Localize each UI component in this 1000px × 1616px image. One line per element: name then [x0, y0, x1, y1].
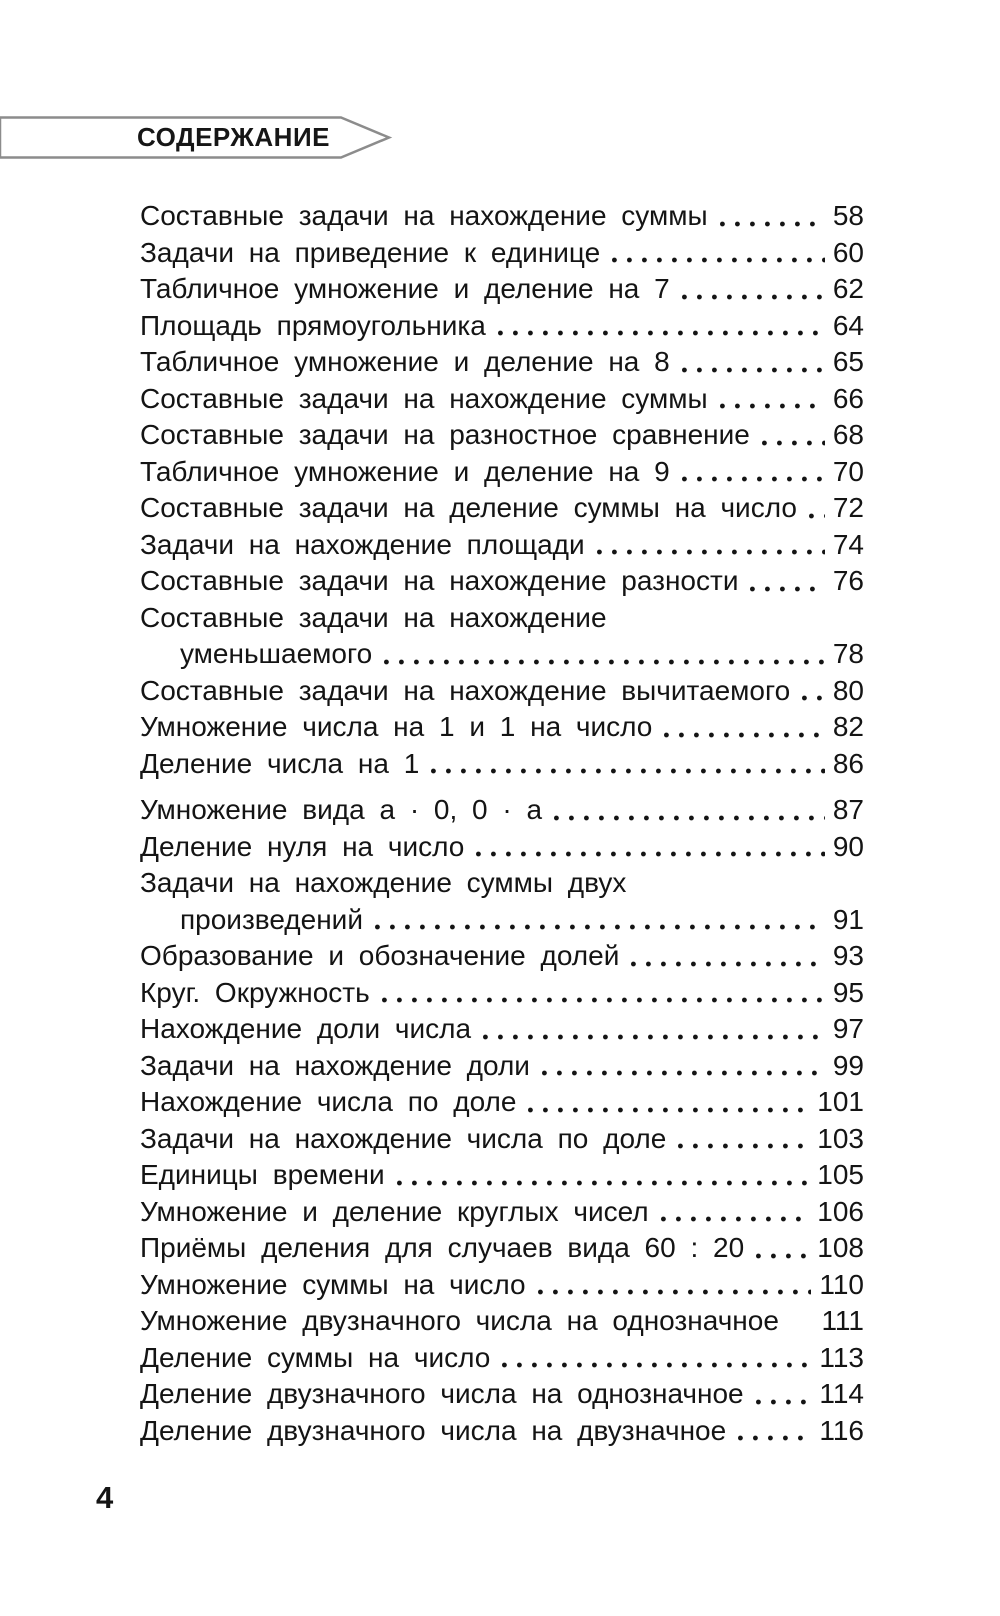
toc-dot-leader — [750, 586, 824, 592]
toc-dot-leader — [542, 1070, 825, 1076]
toc-entry-title: Нахождение доли числа — [140, 1013, 472, 1044]
toc-entry — [140, 1084, 864, 1121]
toc-entry — [140, 308, 864, 345]
toc-entry — [140, 1011, 864, 1048]
toc-entry — [140, 1048, 864, 1085]
toc-entry — [140, 344, 864, 381]
toc-dot-leader — [682, 476, 825, 482]
toc-dot-leader — [382, 997, 825, 1003]
toc-entry-title: Составные задачи на нахождение вычитаемого — [140, 674, 791, 706]
toc-dot-leader — [762, 440, 825, 446]
toc-entry-title: Задачи на приведение к единице — [140, 236, 601, 268]
toc-entry-title: Составные задачи на разностное сравнение — [140, 419, 750, 450]
toc-entry-title: Деление нуля на число — [140, 830, 465, 862]
toc-entry — [140, 1194, 864, 1231]
toc-entry — [140, 1230, 864, 1267]
toc-entry-title: Площадь прямоугольника — [140, 309, 486, 341]
toc-entry-page: 76 — [832, 565, 864, 596]
toc-dot-leader — [384, 659, 825, 665]
page-title: СОДЕРЖАНИЕ — [137, 122, 330, 152]
toc-entry-page: 66 — [832, 382, 864, 414]
toc-dot-leader — [809, 513, 825, 519]
toc-entry-title: Задачи на нахождение суммы двух — [140, 867, 627, 898]
toc-entry — [140, 792, 864, 829]
toc-entry-page: 106 — [817, 1195, 864, 1227]
page-number: 4 — [96, 1480, 114, 1515]
toc-dot-leader — [476, 851, 824, 857]
toc-entry-title: Деление двузначного числа на однозначное — [140, 1378, 744, 1409]
toc-entry-title: Умножение суммы на число — [140, 1268, 526, 1300]
toc-dot-leader — [498, 330, 825, 336]
toc-dot-leader — [738, 1435, 811, 1441]
toc-entry-title: Составные задачи на деление суммы на число — [140, 492, 797, 523]
toc-entry — [140, 454, 864, 491]
toc-entry-title: Табличное умножение и деление на 7 — [140, 273, 670, 304]
toc-entry-page: 110 — [819, 1268, 864, 1300]
toc-dot-leader — [661, 1216, 810, 1222]
toc-entry-title: Деление суммы на число — [140, 1341, 491, 1373]
toc-entry-page: 65 — [832, 346, 864, 377]
toc-dot-leader — [720, 403, 825, 409]
toc-entry — [140, 381, 864, 418]
toc-entry — [140, 1157, 864, 1194]
toc-entry — [140, 1413, 864, 1450]
toc-entry — [140, 1267, 864, 1304]
toc-entry-page: 82 — [832, 711, 864, 742]
toc-entry-title: Составные задачи на нахождение суммы — [140, 200, 708, 231]
toc-entry-continuation — [140, 636, 864, 673]
toc-entry-page: 103 — [817, 1122, 864, 1154]
toc-entry-page: 108 — [817, 1232, 864, 1263]
toc-entry-title: Задачи на нахождение доли — [140, 1049, 530, 1081]
toc-entry-title: Умножение и деление круглых чисел — [140, 1195, 649, 1227]
toc-entry-title: Задачи на нахождение числа по доле — [140, 1122, 667, 1154]
toc-entry-page: 101 — [817, 1086, 864, 1117]
toc-entry-title: Единицы времени — [140, 1159, 385, 1190]
toc-dot-leader — [631, 961, 825, 967]
toc-entry — [140, 417, 864, 454]
toc-entry-page: 86 — [832, 747, 864, 779]
toc-entry — [140, 829, 864, 866]
toc-entry-page: 60 — [832, 236, 864, 268]
toc-entry-title: Деление числа на 1 — [140, 747, 420, 779]
contents-banner — [0, 115, 394, 160]
toc-entry-title: Составные задачи на нахождение суммы — [140, 382, 708, 414]
toc-dot-leader — [538, 1289, 812, 1295]
toc-dot-leader — [375, 924, 825, 930]
toc-dot-leader — [431, 768, 825, 774]
toc-entry — [140, 1376, 864, 1413]
toc-entry-page: 113 — [819, 1341, 864, 1373]
toc-entry-title: Умножение числа на 1 и 1 на число — [140, 711, 653, 742]
toc-entry-page: 95 — [832, 976, 864, 1008]
toc-entry-title: Круг. Окружность — [140, 976, 370, 1008]
toc-dot-leader — [756, 1399, 812, 1405]
toc-entry — [140, 709, 864, 746]
toc-entry — [140, 1340, 864, 1377]
toc-dot-leader — [756, 1253, 809, 1259]
toc-list — [140, 198, 864, 1449]
toc-dot-leader — [678, 1143, 809, 1149]
toc-dot-leader — [791, 1326, 814, 1332]
toc-dot-leader — [483, 1034, 825, 1040]
toc-entry-page: 72 — [832, 492, 864, 523]
toc-entry-title: Нахождение числа по доле — [140, 1086, 517, 1117]
toc-dot-leader — [554, 815, 825, 821]
toc-entry-title: произведений — [180, 903, 363, 935]
toc-entry-page: 74 — [832, 528, 864, 560]
toc-entry — [140, 673, 864, 710]
toc-entry-title: Умножение вида а · 0, 0 · а — [140, 794, 543, 825]
toc-entry — [140, 600, 864, 637]
toc-dot-leader — [397, 1180, 810, 1186]
toc-entry-page: 111 — [821, 1305, 864, 1336]
toc-entry — [140, 563, 864, 600]
toc-entry-page: 68 — [832, 419, 864, 450]
toc-entry-page: 64 — [832, 309, 864, 341]
toc-entry-page: 70 — [832, 455, 864, 487]
toc-entry-page: 97 — [832, 1013, 864, 1044]
toc-entry — [140, 271, 864, 308]
toc-entry-page: 91 — [832, 903, 864, 935]
toc-entry-page: 78 — [832, 638, 864, 669]
toc-entry — [140, 527, 864, 564]
toc-entry-continuation — [140, 902, 864, 939]
toc-entry-page: 114 — [819, 1378, 864, 1409]
toc-dot-leader — [682, 367, 825, 373]
toc-entry-title: Составные задачи на нахождение — [140, 601, 607, 633]
toc-entry — [140, 235, 864, 272]
toc-entry-page: 99 — [832, 1049, 864, 1081]
toc-entry — [140, 746, 864, 783]
toc-entry-page: 62 — [832, 273, 864, 304]
toc-entry-title: Задачи на нахождение площади — [140, 528, 585, 560]
toc-entry-title: Образование и обозначение долей — [140, 940, 620, 971]
toc-dot-leader — [612, 257, 825, 263]
toc-entry — [140, 865, 864, 902]
toc-entry-page: 87 — [832, 794, 864, 825]
toc-entry — [140, 1121, 864, 1158]
toc-entry — [140, 975, 864, 1012]
toc-dot-leader — [682, 294, 825, 300]
toc-dot-leader — [528, 1107, 809, 1113]
toc-entry-page: 93 — [832, 940, 864, 971]
toc-entry-page: 80 — [832, 674, 864, 706]
toc-entry — [140, 198, 864, 235]
toc-entry-title: Приёмы деления для случаев вида 60 : 20 — [140, 1232, 745, 1263]
toc-entry — [140, 490, 864, 527]
toc-entry-title: Умножение двузначного числа на однозначное — [140, 1305, 779, 1336]
toc-dot-leader — [502, 1362, 811, 1368]
toc-dot-leader — [720, 221, 825, 227]
toc-entry-page: 58 — [832, 200, 864, 231]
toc-entry — [140, 938, 864, 975]
toc-entry-title: Составные задачи на нахождение разности — [140, 565, 739, 596]
toc-dot-leader — [597, 549, 825, 555]
toc-dot-leader — [664, 732, 824, 738]
toc-entry-title: Табличное умножение и деление на 8 — [140, 346, 670, 377]
toc-entry-page: 116 — [819, 1414, 864, 1446]
toc-dot-leader — [802, 695, 825, 701]
toc-entry-title: Деление двузначного числа на двузначное — [140, 1414, 727, 1446]
toc-entry-title: уменьшаемого — [180, 638, 373, 669]
toc-entry-page: 105 — [817, 1159, 864, 1190]
toc-entry-title: Табличное умножение и деление на 9 — [140, 455, 670, 487]
toc-entry — [140, 1303, 864, 1340]
toc-entry-page: 90 — [832, 830, 864, 862]
